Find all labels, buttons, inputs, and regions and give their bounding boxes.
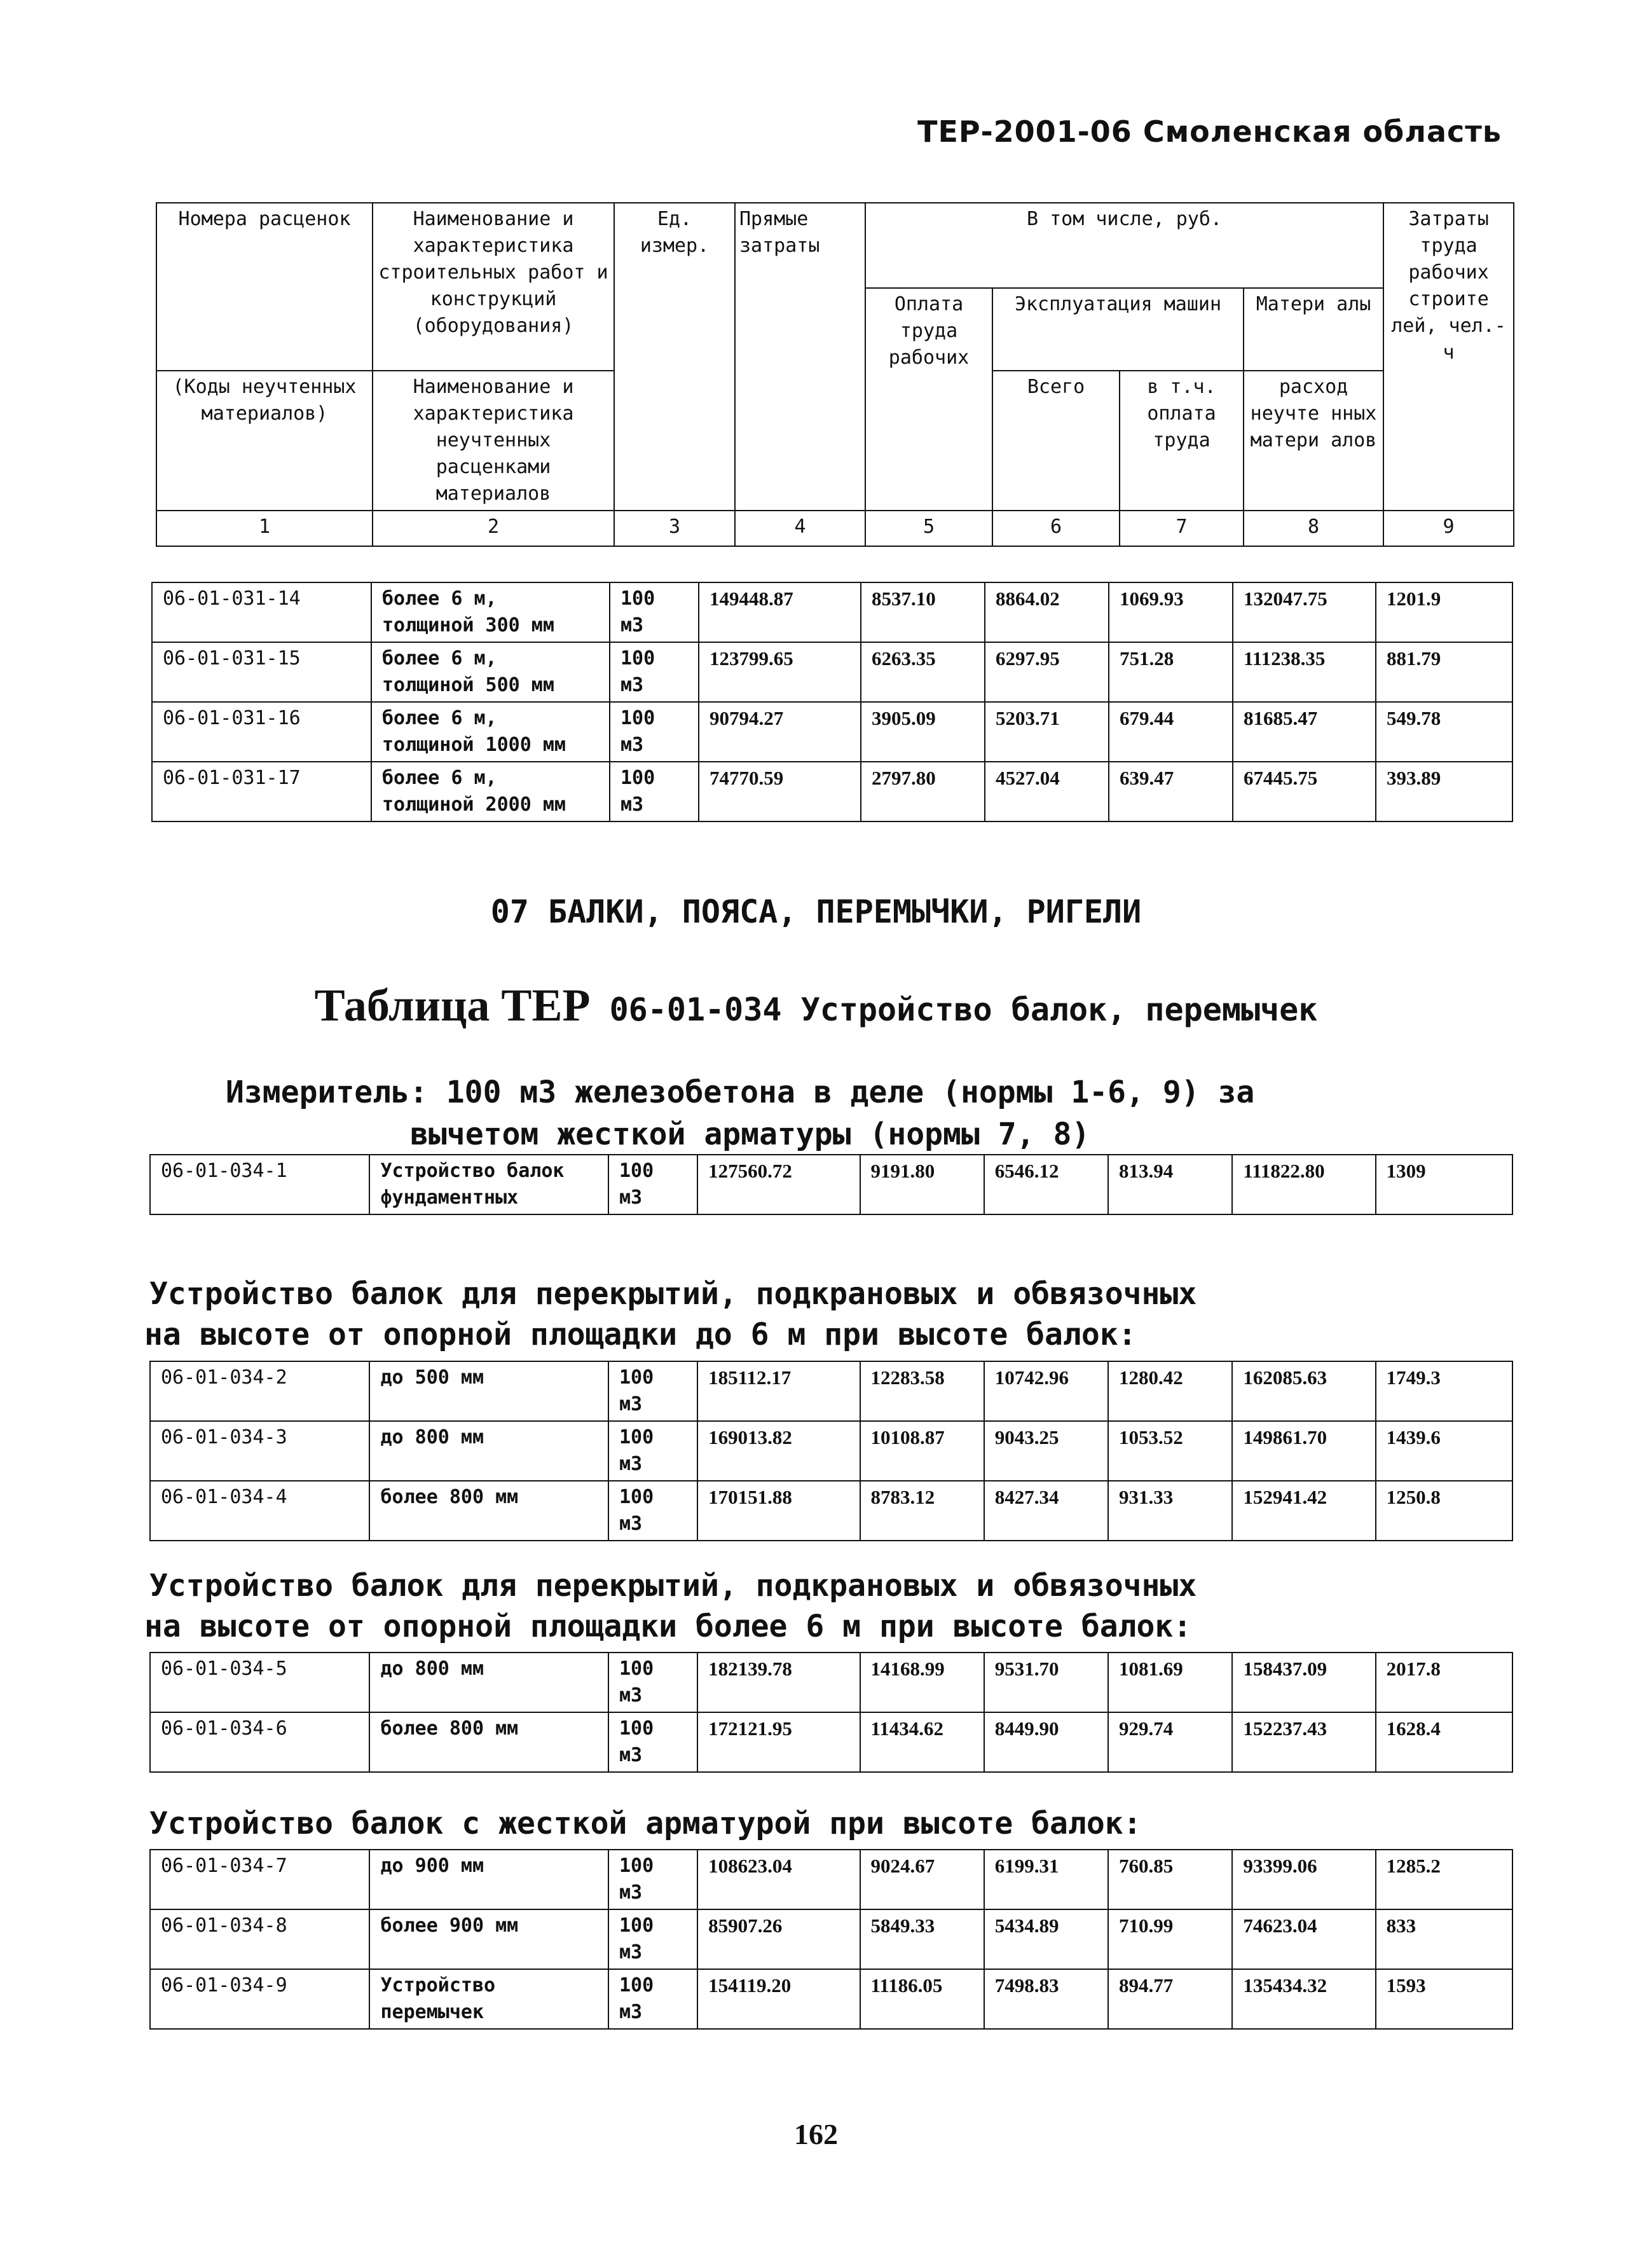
cell-name: до 800 мм: [369, 1653, 608, 1712]
cell-materials: 152237.43: [1232, 1712, 1375, 1772]
cell-unit: 100 м3: [610, 582, 699, 642]
cell-labor: 549.78: [1376, 702, 1512, 762]
table-row: [150, 1909, 1512, 1969]
table-row: [150, 1361, 1512, 1421]
col-number: 3: [614, 511, 735, 546]
cell-materials: 67445.75: [1233, 762, 1376, 821]
cell-machines: 9043.25: [984, 1421, 1108, 1481]
table-034-b: [149, 1652, 1513, 1773]
cell-incl-labor: 931.33: [1108, 1481, 1232, 1541]
header-codes: Номера расценок: [156, 203, 373, 371]
cell-direct: 74770.59: [699, 762, 861, 821]
cell-incl-labor: 710.99: [1108, 1909, 1232, 1969]
header-labor-cost: Оплата труда рабочих: [865, 288, 992, 511]
cell-direct: 172121.95: [697, 1712, 860, 1772]
cell-materials: 93399.06: [1232, 1850, 1375, 1909]
header-direct: Прямые затраты: [735, 203, 865, 511]
cell-incl-labor: 1280.42: [1108, 1361, 1232, 1421]
cell-machines: 6546.12: [984, 1155, 1108, 1214]
cell-unit: 100 м3: [608, 1712, 697, 1772]
cell-labor-cost: 5849.33: [860, 1909, 984, 1969]
page-header: ТЕР-2001-06 Смоленская область: [917, 114, 1502, 149]
cell-materials: 111238.35: [1233, 642, 1376, 702]
cell-incl-labor: 760.85: [1108, 1850, 1232, 1909]
table-row: [150, 1653, 1512, 1712]
header-including: В том числе, руб.: [865, 203, 1383, 288]
cell-direct: 127560.72: [697, 1155, 860, 1214]
subhead-a-line-1: Устройство балок для перекрытий, подкрановых и обвязочных: [149, 1276, 1197, 1312]
cell-labor-cost: 6263.35: [861, 642, 985, 702]
table-031: [151, 582, 1513, 822]
table-034-c: [149, 1849, 1513, 2030]
cell-unit: 100 м3: [608, 1361, 697, 1421]
subhead-a-line-2: на высоте от опорной площадки до 6 м при высоте балок:: [144, 1317, 1137, 1352]
cell-unit: 100 м3: [610, 642, 699, 702]
table-title-rest: 06-01-034 Устройство балок, перемычек: [609, 991, 1318, 1028]
col-number: 6: [992, 511, 1120, 546]
header-codes-unaccounted: (Коды неучтенных материалов): [156, 371, 373, 511]
cell-code: 06-01-034-9: [150, 1969, 369, 2029]
col-number: 4: [735, 511, 865, 546]
header-machines: Эксплуатация машин: [992, 288, 1244, 371]
cell-code: 06-01-034-6: [150, 1712, 369, 1772]
table-row: [152, 702, 1512, 762]
column-header-table: [156, 202, 1514, 547]
cell-materials: 158437.09: [1232, 1653, 1375, 1712]
cell-incl-labor: 1069.93: [1109, 582, 1233, 642]
cell-code: 06-01-031-15: [152, 642, 371, 702]
cell-code: 06-01-034-3: [150, 1421, 369, 1481]
cell-direct: 185112.17: [697, 1361, 860, 1421]
cell-labor: 1593: [1376, 1969, 1512, 2029]
section-title: 07 БАЛКИ, ПОЯСА, ПЕРЕМЫЧКИ, РИГЕЛИ: [490, 893, 1142, 930]
table-034-a: [149, 1361, 1513, 1541]
measure-line-1: Измеритель: 100 м3 железобетона в деле (нормы 1-6, 9) за: [226, 1075, 1255, 1110]
cell-materials: 132047.75: [1233, 582, 1376, 642]
cell-direct: 85907.26: [697, 1909, 860, 1969]
cell-code: 06-01-034-5: [150, 1653, 369, 1712]
subhead-b: [144, 1565, 1504, 1647]
cell-code: 06-01-031-17: [152, 762, 371, 821]
subhead-c: Устройство балок с жесткой арматурой при высоте балок:: [149, 1806, 1142, 1841]
cell-labor-cost: 3905.09: [861, 702, 985, 762]
cell-name: до 500 мм: [369, 1361, 608, 1421]
cell-labor: 833: [1376, 1909, 1512, 1969]
cell-unit: 100 м3: [608, 1481, 697, 1541]
cell-name: более 6 м, толщиной 300 мм: [371, 582, 610, 642]
cell-machines: 6297.95: [985, 642, 1109, 702]
cell-labor: 1309: [1376, 1155, 1512, 1214]
table-row: [150, 1155, 1512, 1214]
measure-text: [226, 1071, 1491, 1155]
cell-code: 06-01-034-2: [150, 1361, 369, 1421]
cell-code: 06-01-034-8: [150, 1909, 369, 1969]
table-row: [152, 582, 1512, 642]
cell-incl-labor: 1053.52: [1108, 1421, 1232, 1481]
cell-materials: 152941.42: [1232, 1481, 1375, 1541]
cell-labor-cost: 12283.58: [860, 1361, 984, 1421]
cell-name: более 900 мм: [369, 1909, 608, 1969]
cell-materials: 149861.70: [1232, 1421, 1375, 1481]
cell-labor-cost: 8783.12: [860, 1481, 984, 1541]
cell-direct: 90794.27: [699, 702, 861, 762]
cell-unit: 100 м3: [608, 1909, 697, 1969]
header-materials: Матери алы: [1244, 288, 1383, 371]
cell-direct: 170151.88: [697, 1481, 860, 1541]
cell-incl-labor: 751.28: [1109, 642, 1233, 702]
cell-labor-cost: 8537.10: [861, 582, 985, 642]
cell-machines: 9531.70: [984, 1653, 1108, 1712]
cell-code: 06-01-034-1: [150, 1155, 369, 1214]
col-number: 7: [1120, 511, 1244, 546]
cell-unit: 100 м3: [610, 702, 699, 762]
cell-machines: 6199.31: [984, 1850, 1108, 1909]
table-034-1: [149, 1154, 1513, 1215]
cell-name: до 800 мм: [369, 1421, 608, 1481]
cell-labor-cost: 9191.80: [860, 1155, 984, 1214]
table-row: [152, 762, 1512, 821]
cell-incl-labor: 894.77: [1108, 1969, 1232, 2029]
table-title: [0, 979, 1632, 1032]
table-row: [150, 1850, 1512, 1909]
header-machines-labor: в т.ч. оплата труда: [1120, 371, 1244, 511]
header-unaccounted-materials: расход неучте нных матери алов: [1244, 371, 1383, 511]
page-number: 162: [794, 2118, 838, 2150]
cell-name: более 800 мм: [369, 1481, 608, 1541]
table-row: [150, 1421, 1512, 1481]
col-number: 5: [865, 511, 992, 546]
cell-labor-cost: 2797.80: [861, 762, 985, 821]
cell-unit: 100 м3: [608, 1421, 697, 1481]
cell-labor: 393.89: [1376, 762, 1512, 821]
table-row: [150, 1712, 1512, 1772]
cell-name: Устройство перемычек: [369, 1969, 608, 2029]
cell-machines: 5434.89: [984, 1909, 1108, 1969]
cell-name: до 900 мм: [369, 1850, 608, 1909]
cell-labor: 2017.8: [1376, 1653, 1512, 1712]
cell-unit: 100 м3: [610, 762, 699, 821]
cell-materials: 162085.63: [1232, 1361, 1375, 1421]
table-title-prefix: Таблица ТЕР: [314, 980, 591, 1031]
cell-machines: 7498.83: [984, 1969, 1108, 2029]
cell-incl-labor: 639.47: [1109, 762, 1233, 821]
cell-labor-cost: 14168.99: [860, 1653, 984, 1712]
col-number: 1: [156, 511, 373, 546]
cell-machines: 4527.04: [985, 762, 1109, 821]
cell-direct: 182139.78: [697, 1653, 860, 1712]
cell-materials: 74623.04: [1232, 1909, 1375, 1969]
cell-machines: 8864.02: [985, 582, 1109, 642]
cell-code: 06-01-034-4: [150, 1481, 369, 1541]
cell-direct: 154119.20: [697, 1969, 860, 2029]
cell-machines: 10742.96: [984, 1361, 1108, 1421]
cell-unit: 100 м3: [608, 1653, 697, 1712]
cell-incl-labor: 929.74: [1108, 1712, 1232, 1772]
cell-incl-labor: 813.94: [1108, 1155, 1232, 1214]
table-row: [150, 1969, 1512, 2029]
cell-direct: 169013.82: [697, 1421, 860, 1481]
header-name-unaccounted: Наименование и характеристика неучтенных расценками материалов: [373, 371, 614, 511]
cell-name: более 6 м, толщиной 1000 мм: [371, 702, 610, 762]
cell-code: 06-01-031-14: [152, 582, 371, 642]
cell-materials: 81685.47: [1233, 702, 1376, 762]
cell-direct: 108623.04: [697, 1850, 860, 1909]
cell-code: 06-01-034-7: [150, 1850, 369, 1909]
cell-labor: 1628.4: [1376, 1712, 1512, 1772]
cell-incl-labor: 1081.69: [1108, 1653, 1232, 1712]
cell-labor-cost: 11186.05: [860, 1969, 984, 2029]
cell-labor: 1250.8: [1376, 1481, 1512, 1541]
cell-direct: 123799.65: [699, 642, 861, 702]
cell-unit: 100 м3: [608, 1850, 697, 1909]
table-row: [152, 642, 1512, 702]
cell-labor: 881.79: [1376, 642, 1512, 702]
header-machines-total: Всего: [992, 371, 1120, 511]
cell-name: более 800 мм: [369, 1712, 608, 1772]
cell-materials: 111822.80: [1232, 1155, 1375, 1214]
cell-labor: 1749.3: [1376, 1361, 1512, 1421]
header-unit: Ед. измер.: [614, 203, 735, 511]
subhead-a: [144, 1274, 1504, 1355]
col-number: 2: [373, 511, 614, 546]
cell-machines: 8449.90: [984, 1712, 1108, 1772]
cell-labor-cost: 9024.67: [860, 1850, 984, 1909]
cell-unit: 100 м3: [608, 1155, 697, 1214]
cell-labor: 1285.2: [1376, 1850, 1512, 1909]
cell-materials: 135434.32: [1232, 1969, 1375, 2029]
table-row: [150, 1481, 1512, 1541]
header-labor: Затраты труда рабочих строите лей, чел.-ч: [1383, 203, 1514, 511]
cell-machines: 8427.34: [984, 1481, 1108, 1541]
col-number: 8: [1244, 511, 1383, 546]
cell-labor-cost: 11434.62: [860, 1712, 984, 1772]
subhead-b-line-1: Устройство балок для перекрытий, подкрановых и обвязочных: [149, 1568, 1197, 1604]
subhead-b-line-2: на высоте от опорной площадки более 6 м при высоте балок:: [144, 1609, 1192, 1644]
cell-unit: 100 м3: [608, 1969, 697, 2029]
cell-name: более 6 м, толщиной 2000 мм: [371, 762, 610, 821]
cell-labor: 1201.9: [1376, 582, 1512, 642]
cell-name: более 6 м, толщиной 500 мм: [371, 642, 610, 702]
cell-incl-labor: 679.44: [1109, 702, 1233, 762]
cell-direct: 149448.87: [699, 582, 861, 642]
cell-labor: 1439.6: [1376, 1421, 1512, 1481]
col-number: 9: [1383, 511, 1514, 546]
cell-name: Устройство балок фундаментных: [369, 1155, 608, 1214]
measure-line-2: вычетом жесткой арматуры (нормы 7, 8): [410, 1117, 1090, 1152]
cell-machines: 5203.71: [985, 702, 1109, 762]
cell-code: 06-01-031-16: [152, 702, 371, 762]
cell-labor-cost: 10108.87: [860, 1421, 984, 1481]
header-name: Наименование и характеристика строительных работ и конструкций (оборудования): [373, 203, 614, 371]
